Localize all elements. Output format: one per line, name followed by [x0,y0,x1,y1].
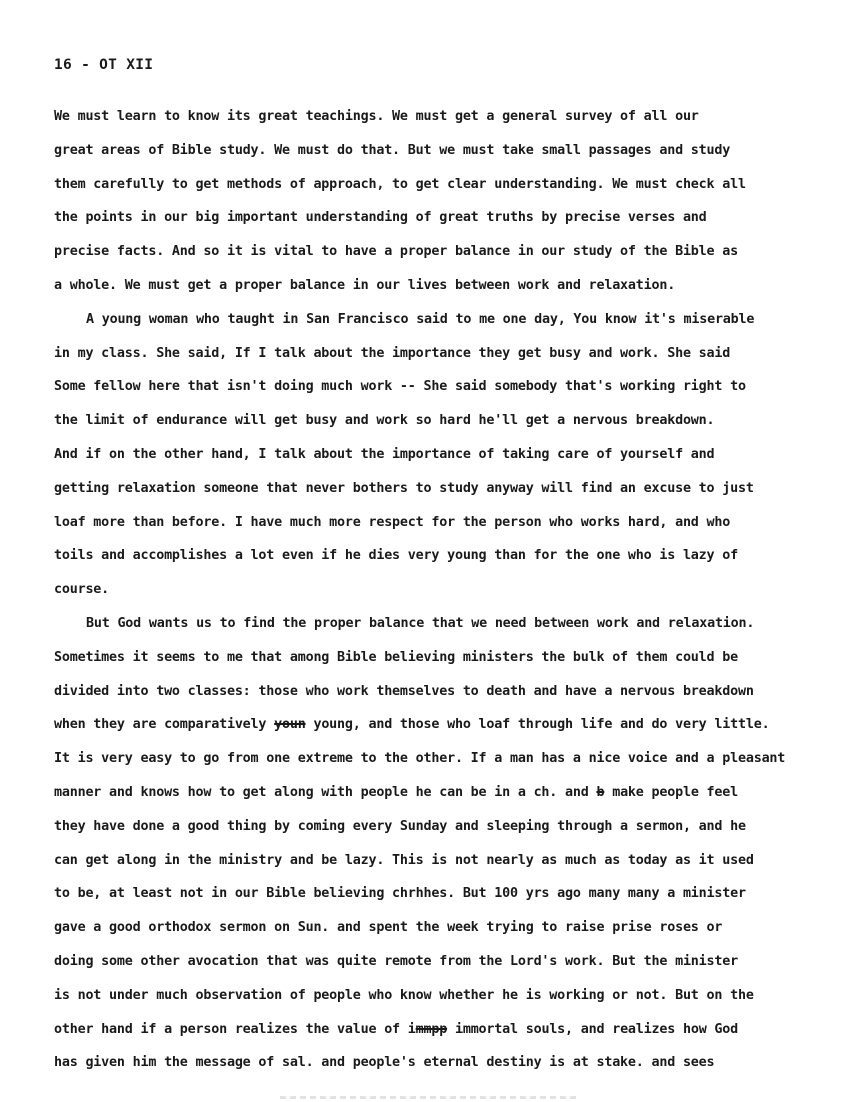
struck-out-text: youn [274,717,306,733]
text-line: precise facts. And so it is vital to have a proper balance in our study of the Bible as [54,244,738,260]
text-segment: immortal souls, and realizes how God [447,1021,738,1037]
scan-artifact [280,1096,580,1099]
struck-out-text: b [596,784,605,800]
text-line: We must learn to know its great teachings. We must get a general survey of all our [54,109,699,124]
text-line: getting relaxation someone that never bothers to study anyway will find an excuse to just [54,480,754,496]
text-line: And if on the other hand, I talk about the importance of taking care of yourself and [54,446,715,462]
struck-out-text: mmpp [415,1021,448,1037]
typed-body-text [54,100,844,1080]
text-line: the points in our big important understanding of great truths by precise verses and [54,210,707,226]
text-line: divided into two classes: those who work themselves to death and have a nervous breakdown [54,683,754,699]
text-line: course. [54,582,110,598]
text-line: they have done a good thing by coming every Sunday and sleeping through a sermon, and he [54,818,746,834]
text-line [54,1013,844,1047]
text-line: to be, at least not in our Bible believing chrhhes. But 100 yrs ago many many a minister [54,886,746,902]
text-line: doing some other avocation that was quite remote from the Lord's work. But the minister [54,953,738,969]
text-line: can get along in the ministry and be lazy. This is not nearly as much as today as it used [54,852,754,868]
text-line: the limit of endurance will get busy and work so hard he'll get a nervous breakdown. [54,413,715,429]
text-line: But God wants us to find the proper balance that we need between work and relaxation. [86,615,755,631]
text-line: loaf more than before. I have much more respect for the person who works hard, and who [54,514,731,530]
text-line: is not under much observation of people who know whether he is working or not. But on the [54,987,754,1003]
text-segment: when they are comparatively [54,717,275,733]
text-line: toils and accomplishes a lot even if he dies very young than for the one who is lazy of [54,548,738,564]
text-line: in my class. She said, If I talk about the importance they get busy and work. She said [54,345,731,361]
text-line: great areas of Bible study. We must do that. But we must take small passages and study [54,142,731,158]
text-line: A young woman who taught in San Francisco said to me one day, You know it's miserable [86,311,755,327]
text-line: It is very easy to go from one extreme to the other. If a man has a nice voice and a pleasant [54,751,786,767]
text-segment: make people feel [604,784,738,800]
text-line: Some fellow here that isn't doing much work -- She said somebody that's working right to [54,379,746,395]
text-segment: other hand if a person realizes the value of i [54,1021,416,1037]
page-header: 16 - OT XII [54,57,154,73]
text-line [54,708,844,742]
text-line: has given him the message of sal. and people's eternal destiny is at stake. and sees [54,1055,715,1071]
text-line: gave a good orthodox sermon on Sun. and spent the week trying to raise prise roses or [54,920,723,936]
text-line [54,776,844,810]
text-line: Sometimes it seems to me that among Bible believing ministers the bulk of them could be [54,649,738,665]
text-line: them carefully to get methods of approach, to get clear understanding. We must check all [54,176,746,192]
text-segment: young, and those who loaf through life and do very little. [305,717,770,733]
text-segment: manner and knows how to get along with people he can be in a ch. and [54,784,597,800]
text-line: a whole. We must get a proper balance in our lives between work and relaxation. [54,277,676,293]
